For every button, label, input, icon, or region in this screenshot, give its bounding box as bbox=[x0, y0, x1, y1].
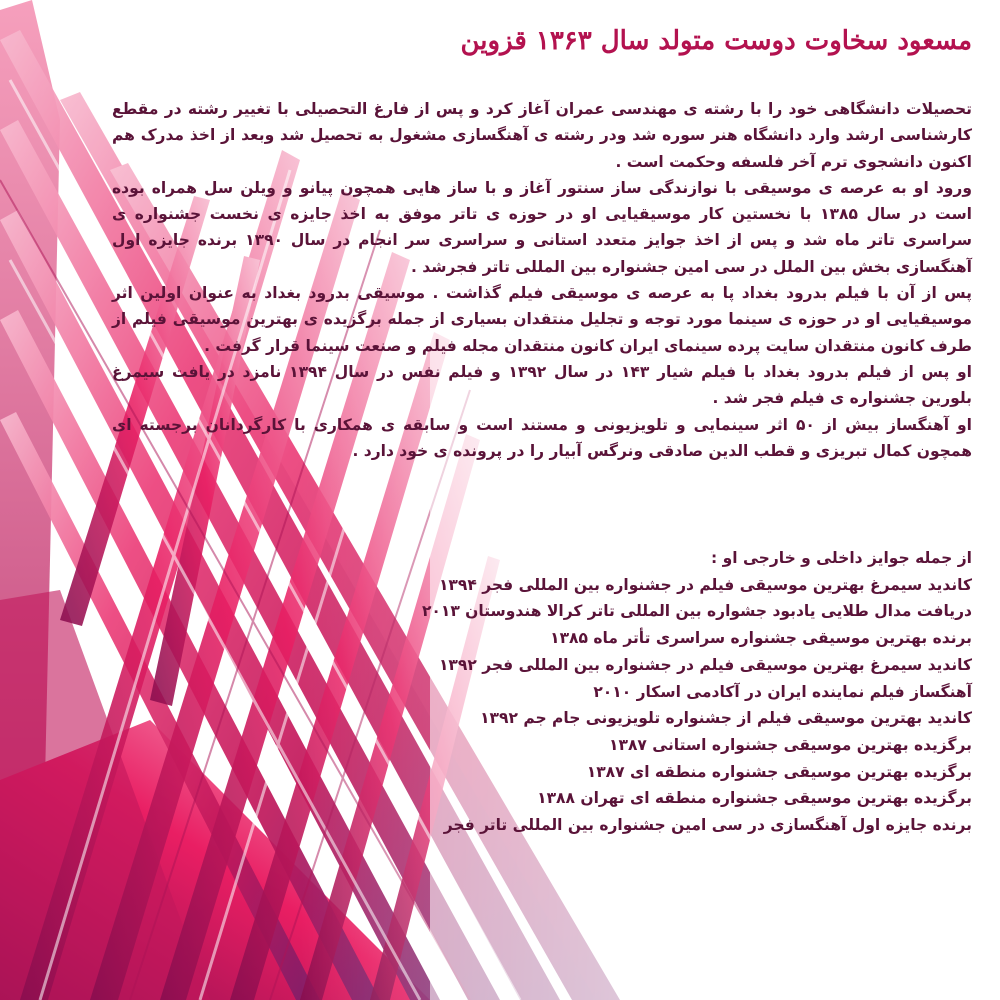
award-item: برگزیده بهترین موسیقی جشنواره منطقه ای تهران ۱۳۸۸ bbox=[537, 789, 972, 808]
bio-paragraph: او پس از فیلم بدرود بغداد با فیلم شیار ۱۴۳ در سال ۱۳۹۲ و فیلم نفس در سال ۱۳۹۴ نامزد در یافت سیمرغ بلورین جشنواره ی فیلم فجر شد . bbox=[112, 362, 972, 408]
awards-list bbox=[372, 572, 972, 839]
award-item: کاندید بهترین موسیقی فیلم از جشنواره تلویزیونی جام جم ۱۳۹۲ bbox=[480, 709, 972, 728]
awards-section bbox=[372, 545, 972, 839]
award-item: برنده جایزه اول آهنگسازی در سی امین جشنواره بین المللی تاتر فجر bbox=[443, 816, 972, 835]
award-item: آهنگساز فیلم نماینده ایران در آکادمی اسکار ۲۰۱۰ bbox=[593, 682, 972, 701]
awards-heading: از جمله جوایز داخلی و خارجی او : bbox=[711, 549, 972, 567]
page-title: مسعود سخاوت دوست متولد سال ۱۳۶۳ قزوین bbox=[460, 26, 972, 56]
award-item: دریافت مدال طلایی یادبود جشواره بین المللی تاتر کرالا هندوستان ۲۰۱۳ bbox=[421, 602, 972, 621]
biography-text bbox=[112, 96, 972, 464]
bio-paragraph: تحصیلات دانشگاهی خود را با رشته ی مهندسی عمران آغاز کرد و پس از فارغ التحصیلی با تغییر رشته در مقطع کارشناسی ارشد وارد دانشگاه هنر سوره شد ودر رشته ی آهنگسازی مشغول به تحصیل شد وبعد از اخذ مدرک هم اکنون دانشجوی ترم آخر فلسفه وحکمت است . bbox=[112, 100, 972, 171]
award-item: کاندید سیمرغ بهترین موسیقی فیلم در جشنواره بین المللی فجر ۱۳۹۲ bbox=[438, 655, 972, 674]
award-item: کاندید سیمرغ بهترین موسیقی فیلم در جشنواره بین المللی فجر ۱۳۹۴ bbox=[438, 575, 972, 594]
award-item: برگزیده بهترین موسیقی جشنواره استانی ۱۳۸۷ bbox=[609, 735, 972, 754]
bio-paragraph: او آهنگساز بیش از ۵۰ اثر سینمایی و تلویزیونی و مستند است و سابقه ی همکاری با کارگردانان برجسته ای همچون کمال تبریزی و قطب الدین صادقی ونرگس آبیار را در پرونده ی خود دارد . bbox=[112, 415, 972, 460]
bio-paragraph: ورود او به عرصه ی موسیقی با نوازندگی ساز سنتور آغاز و با ساز هایی همچون پیانو و ویلن سل همراه بوده است در سال ۱۳۸۵ با نخستین کار موسیقیایی او در حوزه ی تاتر موفق به اخذ جایزه ی نخست جشنواره ی سراسری تاتر ماه شد و پس از اخذ جوایز متعدد استانی و سراسری سر انجام در سال ۱۳۹۰ برنده جایزه اول آهنگسازی بخش بین الملل در سی امین جشنواره بین المللی تاتر فجرشد . bbox=[112, 178, 972, 276]
award-item: برنده بهترین موسیقی جشنواره سراسری تأتر ماه ۱۳۸۵ bbox=[550, 629, 972, 648]
bio-paragraph: پس از آن با فیلم بدرود بغداد پا به عرصه ی موسیقی فیلم گذاشت . موسیقی بدرود بغداد به عنوان اولین اثر موسیقیایی او در حوزه ی سینما مورد توجه و تجلیل منتقدان بسیاری از جمله برگزیده ی بهترین موسیقی فیلم از طرف کانون منتقدان سایت پرده سینمای ایران کانون منتقدان مجله فیلم و صنعت سینما قرار گرفت . bbox=[112, 284, 972, 355]
award-item: برگزیده بهترین موسیقی جشنواره منطقه ای ۱۳۸۷ bbox=[586, 762, 972, 781]
